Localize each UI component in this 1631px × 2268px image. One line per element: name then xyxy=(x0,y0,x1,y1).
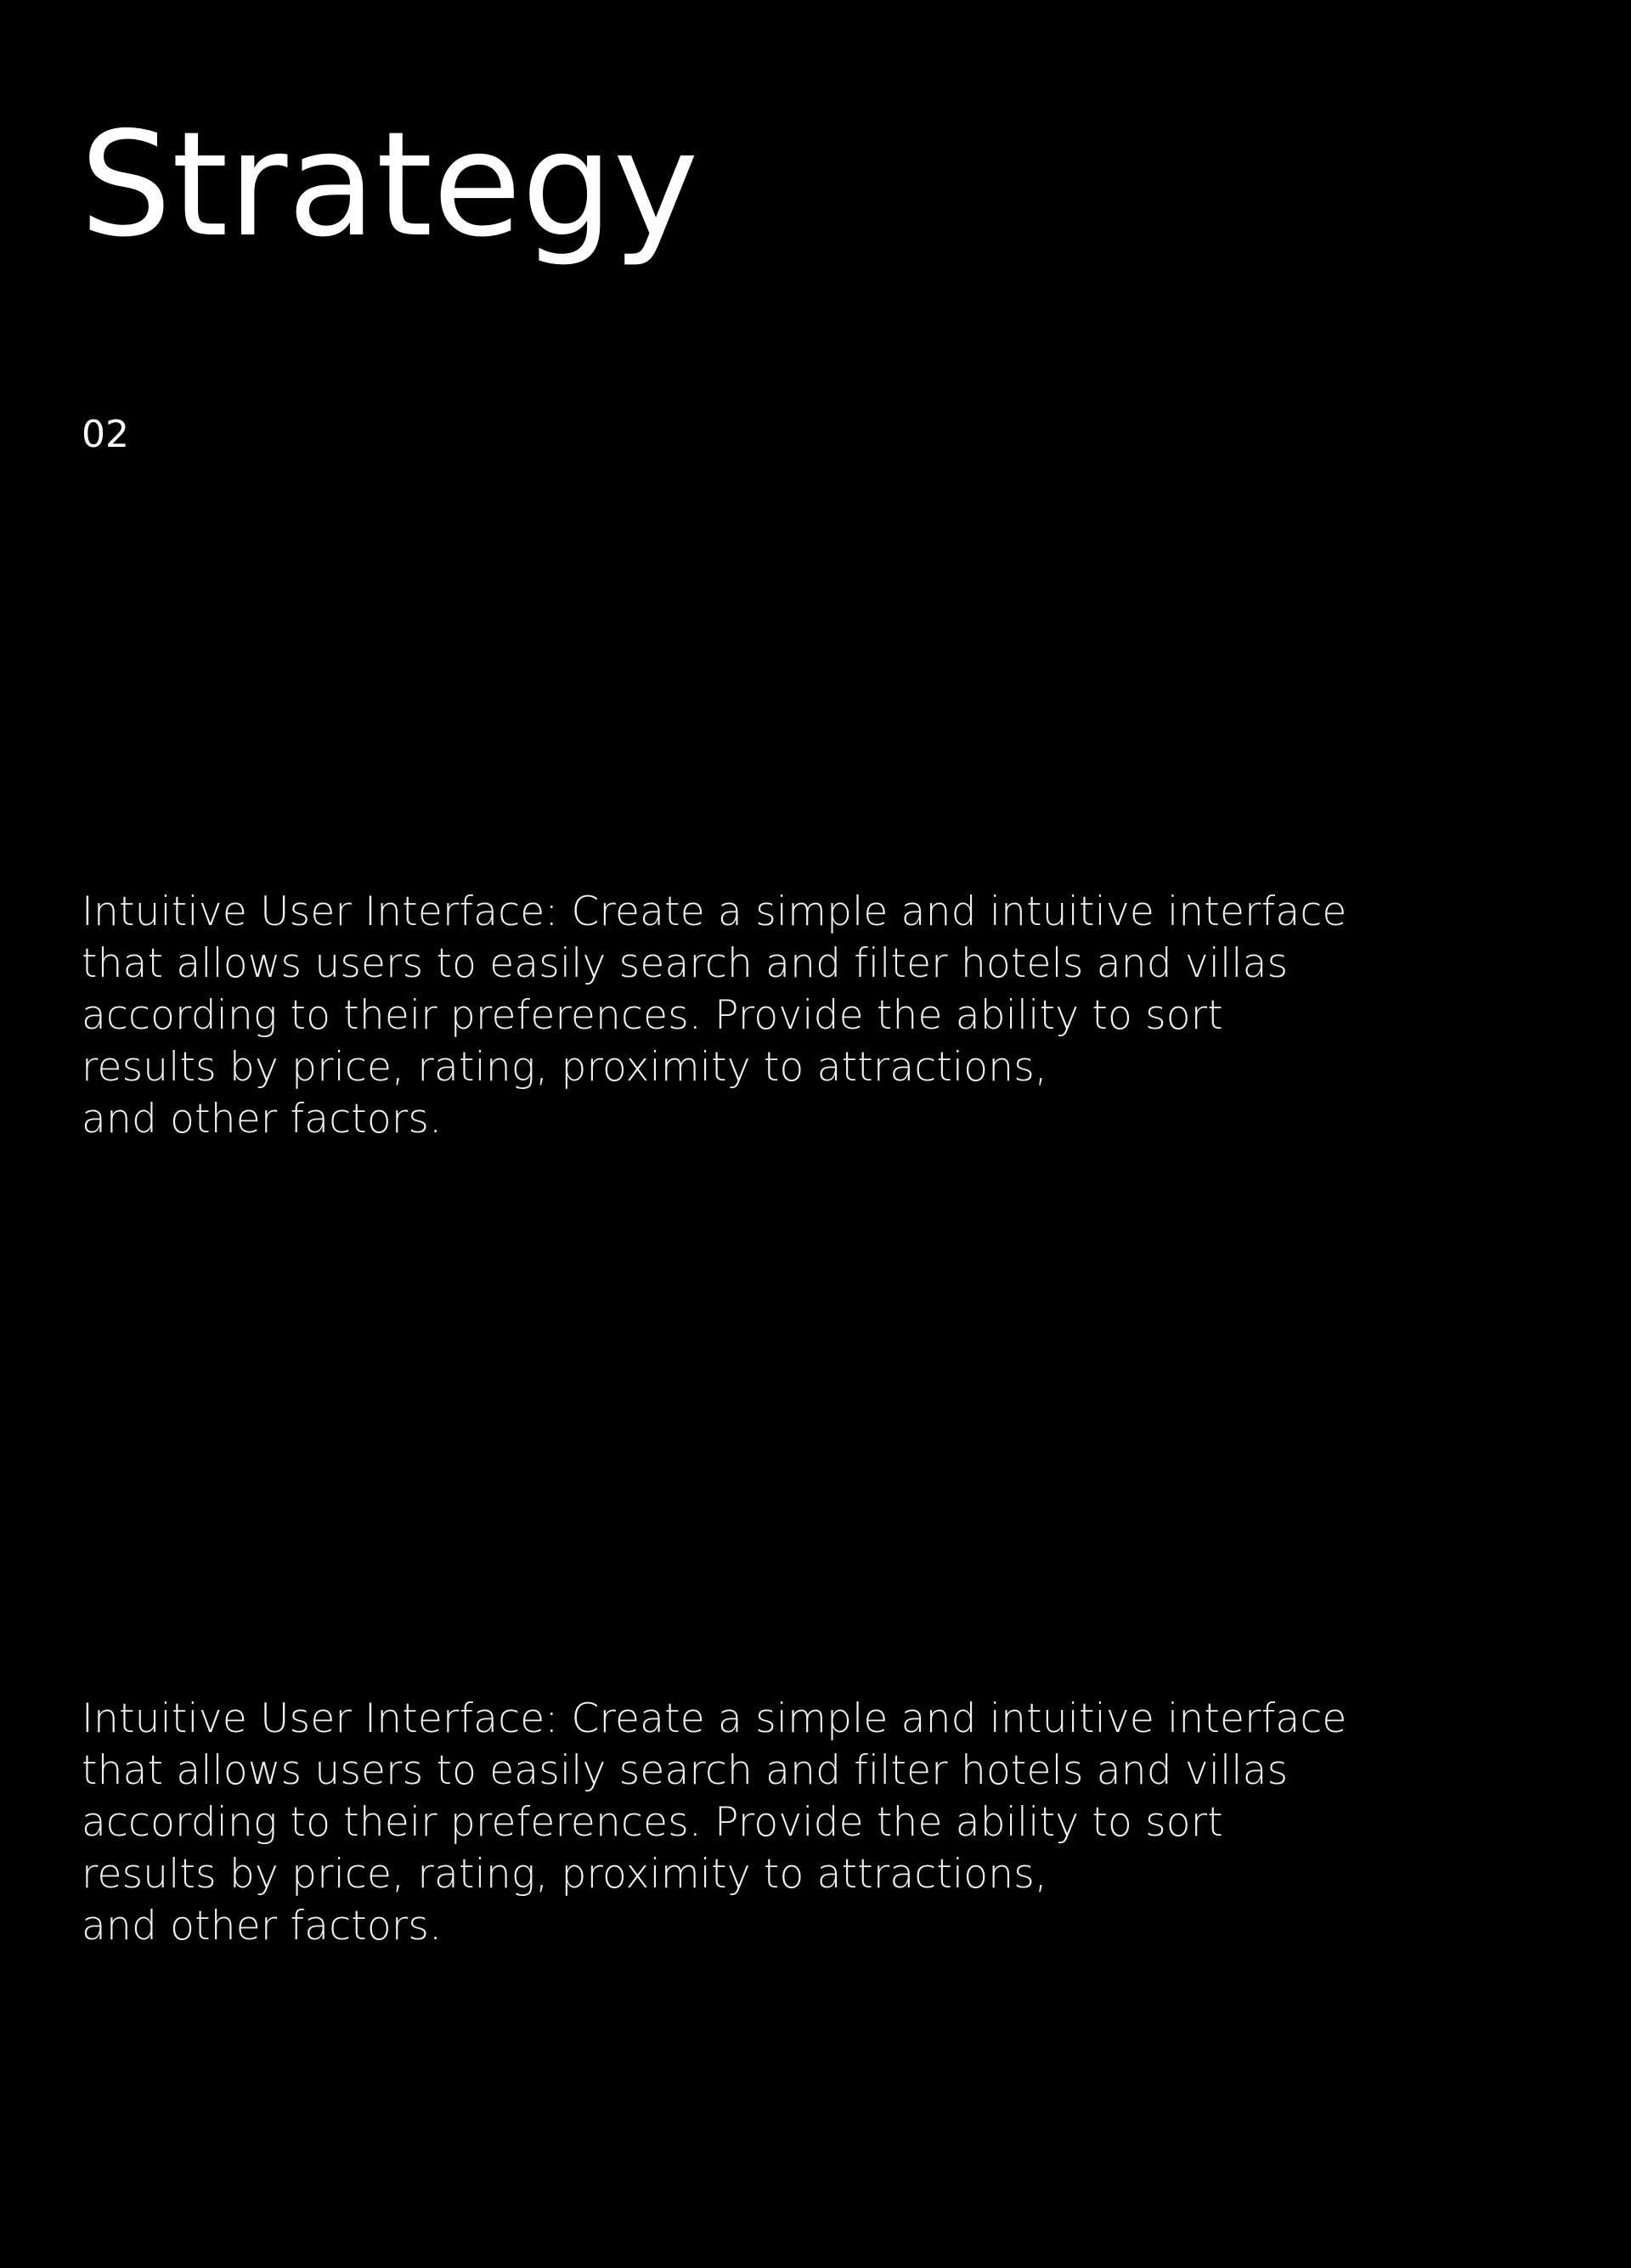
paragraph-line: Intuitive User Interface: Create a simple and intuitive interface xyxy=(82,889,1347,935)
paragraph-line: according to their preferences. Provide the ability to sort xyxy=(82,1799,1223,1846)
section-number: 02 xyxy=(82,413,129,456)
paragraph-line: and other factors. xyxy=(82,1096,443,1142)
paragraph-line: that allows users to easily search and filter hotels and villas xyxy=(82,1747,1289,1794)
page-title: Strategy xyxy=(80,101,699,269)
paragraph-line: that allows users to easily search and filter hotels and villas xyxy=(82,940,1289,987)
paragraph-line: and other factors. xyxy=(82,1903,443,1949)
paragraph-line: results by price, rating, proximity to attractions, xyxy=(82,1044,1048,1091)
paragraph-line: results by price, rating, proximity to attractions, xyxy=(82,1851,1048,1898)
strategy-paragraph-2 xyxy=(82,1693,1492,1952)
strategy-paragraph-1 xyxy=(82,886,1492,1145)
paragraph-line: according to their preferences. Provide the ability to sort xyxy=(82,992,1223,1039)
paragraph-line: Intuitive User Interface: Create a simple and intuitive interface xyxy=(82,1695,1347,1742)
